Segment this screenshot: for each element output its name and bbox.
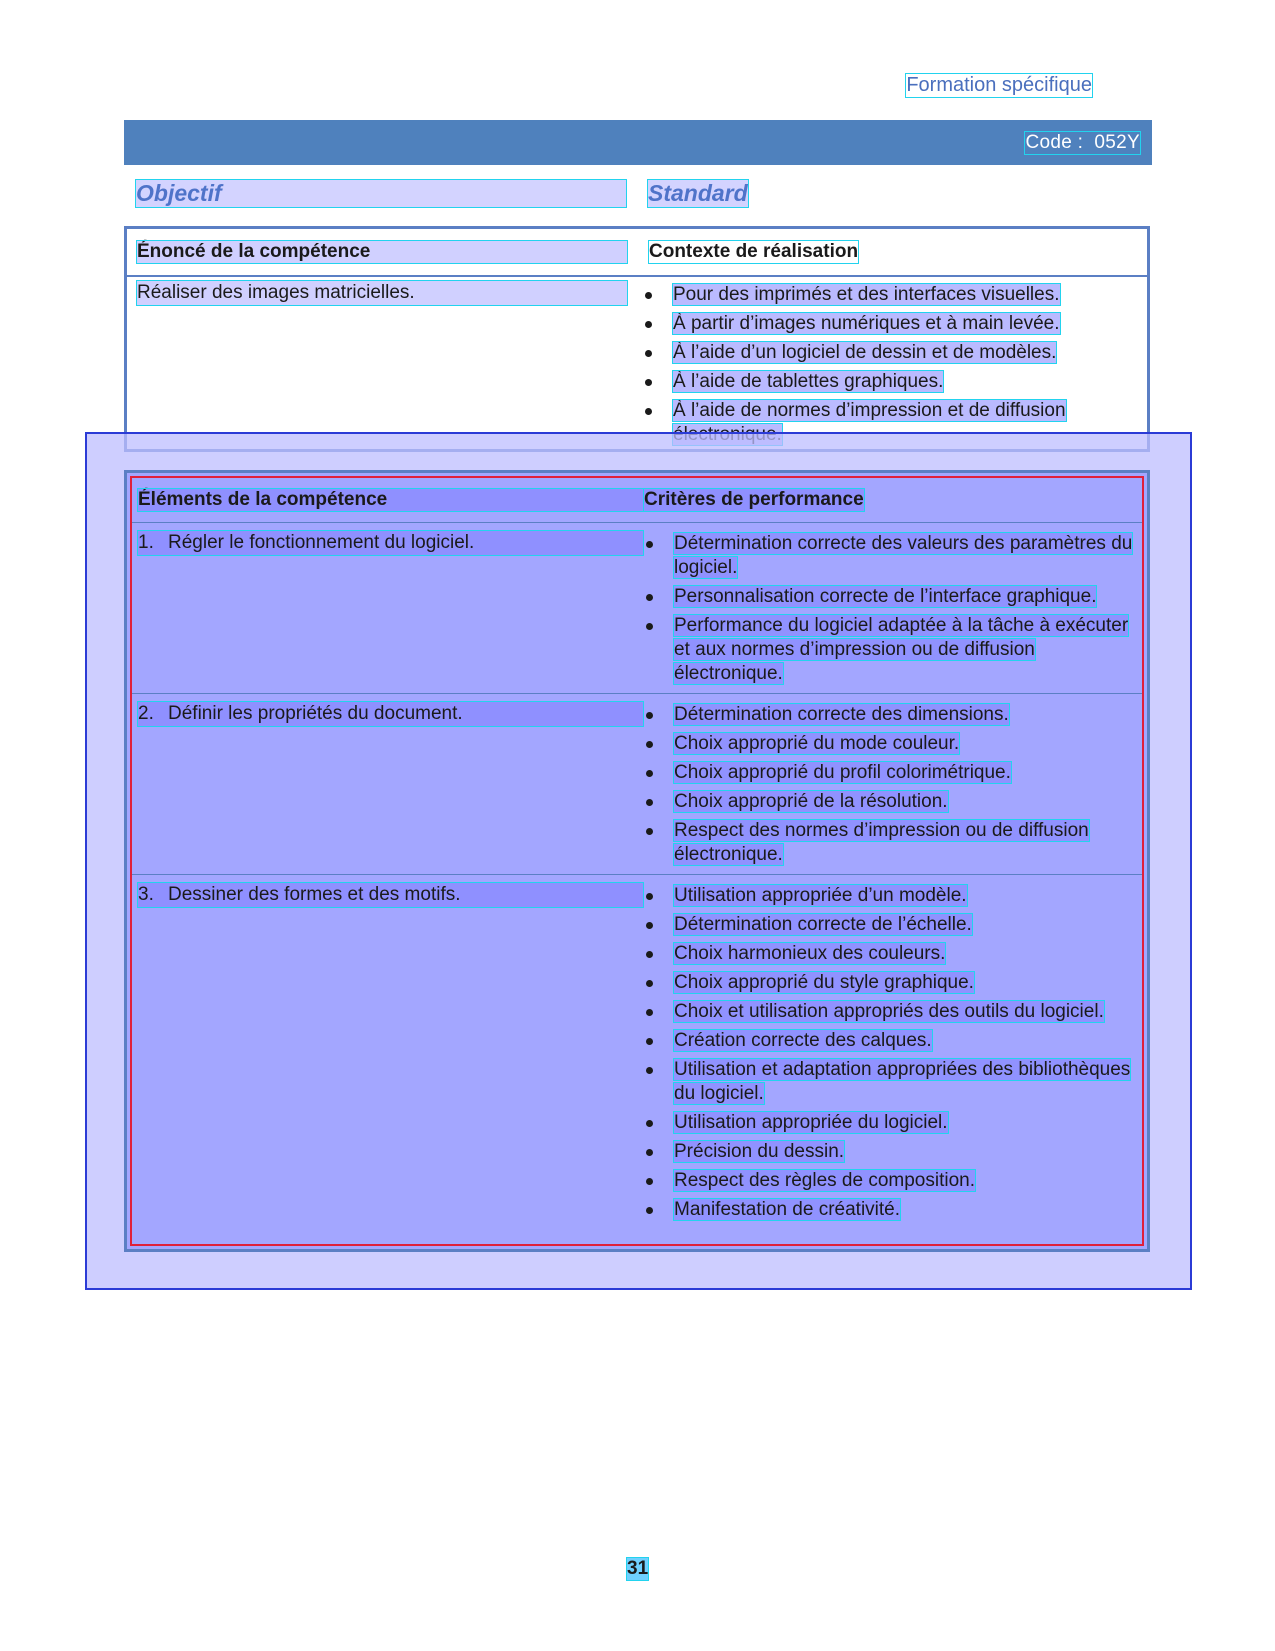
criteres-header: Critères de performance bbox=[644, 489, 864, 510]
list-item: Respect des règles de composition. bbox=[644, 1169, 1144, 1193]
list-item: Utilisation appropriée du logiciel. bbox=[644, 1111, 1144, 1135]
element-1 bbox=[138, 531, 643, 555]
element-number: 1. bbox=[138, 532, 154, 553]
list-item: Respect des normes d’impression ou de diffusion électronique. bbox=[644, 819, 1144, 867]
elements-header: Éléments de la compétence bbox=[138, 489, 643, 511]
list-item: Choix approprié du style graphique. bbox=[644, 971, 1144, 995]
element-section-1 bbox=[132, 522, 1142, 694]
competence-table-header bbox=[127, 229, 1147, 277]
list-item: Utilisation appropriée d’un modèle. bbox=[644, 884, 1144, 908]
element-text: Définir les propriétés du document. bbox=[168, 703, 463, 724]
standard-title: Standard bbox=[648, 180, 748, 206]
element-number: 3. bbox=[138, 884, 154, 905]
list-item: Détermination correcte de l’échelle. bbox=[644, 913, 1144, 937]
list-item: Création correcte des calques. bbox=[644, 1029, 1144, 1053]
list-item: À l’aide de normes d’impression et de diffusion bbox=[643, 399, 1143, 447]
list-item: Choix harmonieux des couleurs. bbox=[644, 942, 1144, 966]
criteria-list bbox=[644, 703, 1144, 872]
element-text: Dessiner des formes et des motifs. bbox=[168, 884, 461, 905]
code-value: 052Y bbox=[1094, 132, 1140, 153]
enonce-header: Énoncé de la compétence bbox=[137, 241, 627, 263]
list-item: Choix approprié du profil colorimétrique. bbox=[644, 761, 1144, 785]
running-title: Formation spécifique bbox=[906, 74, 1092, 96]
list-item: Détermination correcte des dimensions. bbox=[644, 703, 1144, 727]
page-number: 31 bbox=[627, 1558, 649, 1579]
criteria-list bbox=[644, 884, 1144, 1227]
element-section-2 bbox=[132, 693, 1142, 875]
performance-table-frame bbox=[130, 476, 1144, 1246]
list-item: Manifestation de créativité. bbox=[644, 1198, 1144, 1222]
list-item: Utilisation et adaptation appropriées des bibliothèques du logiciel. bbox=[644, 1058, 1144, 1106]
list-item: Personnalisation correcte de l’interface graphique. bbox=[644, 585, 1144, 609]
list-item: À l’aide d’un logiciel de dessin et de modèles. bbox=[643, 341, 1143, 365]
list-item: Performance du logiciel adaptée à la tâche à exécuter et aux normes d’impression ou de diffusion électronique. bbox=[644, 614, 1144, 686]
list-item: À l’aide de tablettes graphiques. bbox=[643, 370, 1143, 394]
list-item: Choix approprié de la résolution. bbox=[644, 790, 1144, 814]
code-bar bbox=[124, 120, 1152, 165]
code-label-text: Code : bbox=[1025, 132, 1084, 153]
element-2 bbox=[138, 702, 643, 726]
objectif-title: Objectif bbox=[136, 180, 626, 207]
element-number: 2. bbox=[138, 703, 154, 724]
list-item: Pour des imprimés et des interfaces visuelles. bbox=[643, 283, 1143, 307]
list-item: Détermination correcte des valeurs des paramètres du logiciel. bbox=[644, 532, 1144, 580]
contexte-header: Contexte de réalisation bbox=[649, 241, 859, 262]
list-item: Choix approprié du mode couleur. bbox=[644, 732, 1144, 756]
criteria-list bbox=[644, 532, 1144, 691]
contexte-list bbox=[643, 283, 1143, 452]
performance-table-header bbox=[132, 478, 1142, 523]
performance-table bbox=[124, 470, 1150, 1252]
element-3 bbox=[138, 883, 643, 907]
competence-table bbox=[124, 226, 1150, 452]
element-section-3 bbox=[132, 874, 1142, 1244]
code-label bbox=[1025, 132, 1140, 154]
list-item: Précision du dessin. bbox=[644, 1140, 1144, 1164]
section-titles bbox=[136, 180, 1152, 210]
list-item: À partir d’images numériques et à main levée. bbox=[643, 312, 1143, 336]
element-text: Régler le fonctionnement du logiciel. bbox=[168, 532, 475, 553]
competence-statement: Réaliser des images matricielles. bbox=[137, 281, 627, 305]
list-item: Choix et utilisation appropriés des outils du logiciel. bbox=[644, 1000, 1144, 1024]
